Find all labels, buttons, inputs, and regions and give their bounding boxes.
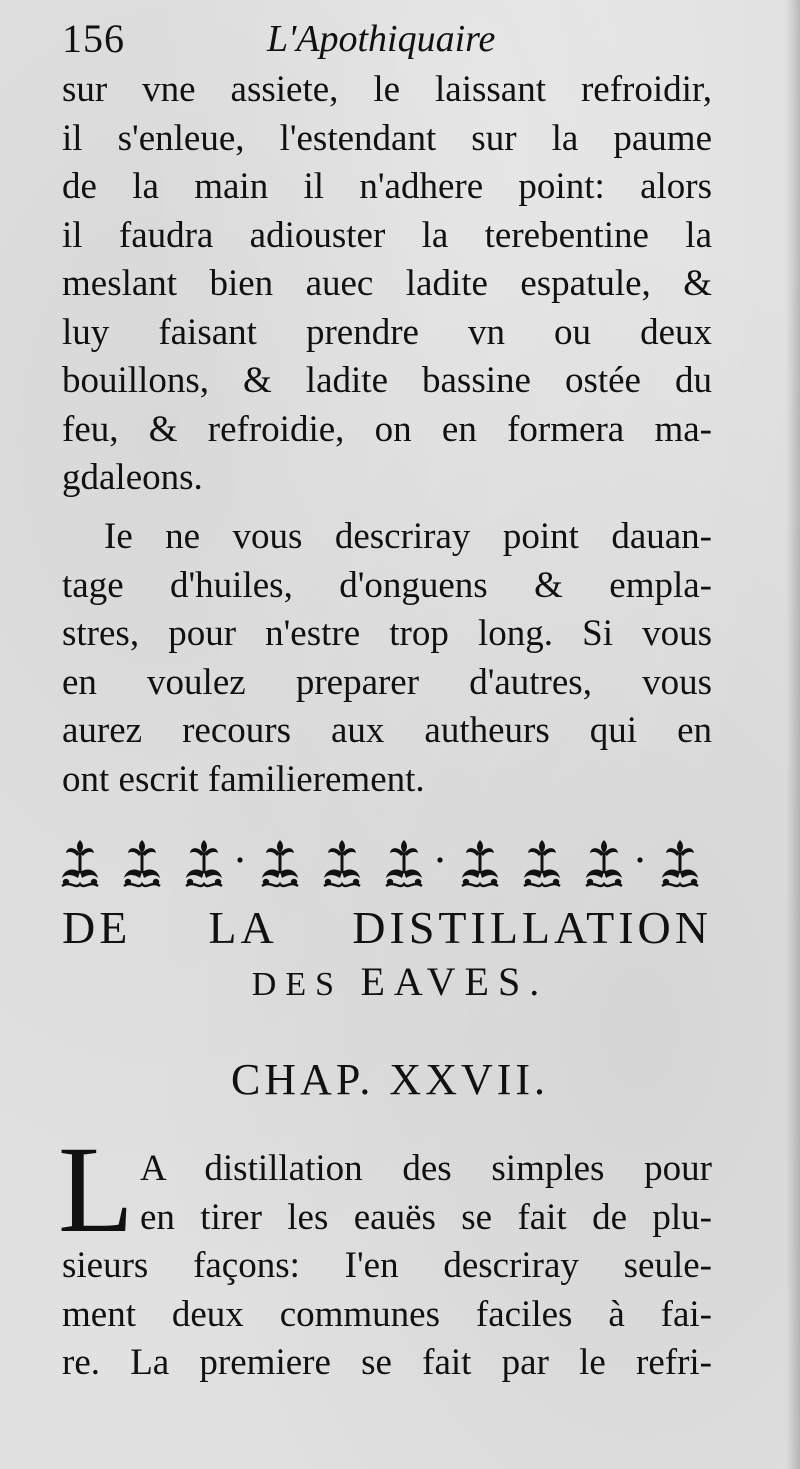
section-subtitle bbox=[0, 960, 800, 1004]
section-title: DE LA DISTILLATION bbox=[62, 902, 712, 953]
subtitle-des: DES bbox=[251, 966, 343, 1003]
text-line: gdaleons. bbox=[62, 457, 203, 498]
text-line: en voulez preparer d'autres, vous bbox=[62, 661, 712, 703]
text-line: ont escrit familierement. bbox=[62, 758, 425, 800]
page-number: 156 bbox=[62, 16, 125, 61]
running-title: L'Apothiquaire bbox=[267, 18, 496, 60]
text-line: bouillons, & ladite bassine ostée du bbox=[62, 360, 712, 401]
chapter-paragraph bbox=[62, 1145, 712, 1388]
fleuron-ornament-band bbox=[60, 832, 715, 892]
text-line: luy faisant prendre vn ou deux bbox=[62, 311, 712, 353]
drop-cap-initial: L bbox=[58, 1121, 134, 1258]
text-line: tage d'huiles, d'onguens & empla- bbox=[62, 564, 712, 606]
text-line: meslant bien auec ladite espatule, & bbox=[62, 263, 712, 304]
text-line: A distillation des simples pour bbox=[140, 1148, 712, 1189]
paragraph-2 bbox=[62, 513, 712, 804]
text-line: en tirer les eauës se fait de plu- bbox=[140, 1196, 712, 1238]
text-line: Ie ne vous descriray point dauan- bbox=[104, 516, 712, 557]
text-line: sieurs façons: I'en descriray seule- bbox=[62, 1245, 712, 1286]
page-gutter-shadow bbox=[786, 0, 800, 1469]
text-line: stres, pour n'estre trop long. Si vous bbox=[62, 613, 712, 654]
text-line: de la main il n'adhere point: alors bbox=[62, 166, 712, 207]
text-line: il faudra adiouster la terebentine la bbox=[62, 214, 712, 256]
paragraph-1 bbox=[62, 66, 712, 503]
text-line: sur vne assiete, le laissant refroidir, bbox=[62, 69, 712, 110]
subtitle-eaves: EAVES. bbox=[360, 959, 549, 1004]
text-line: ment deux communes faciles à fai- bbox=[62, 1293, 712, 1335]
text-line: re. La premiere se fait par le refri- bbox=[62, 1342, 712, 1383]
chapter-heading: CHAP. XXVII. bbox=[230, 1055, 550, 1104]
text-line: feu, & refroidie, on en formera ma- bbox=[62, 408, 712, 450]
page-header bbox=[62, 14, 582, 64]
text-line: il s'enleue, l'estendant sur la paume bbox=[62, 117, 712, 159]
text-line: aurez recours aux autheurs qui en bbox=[62, 710, 712, 751]
